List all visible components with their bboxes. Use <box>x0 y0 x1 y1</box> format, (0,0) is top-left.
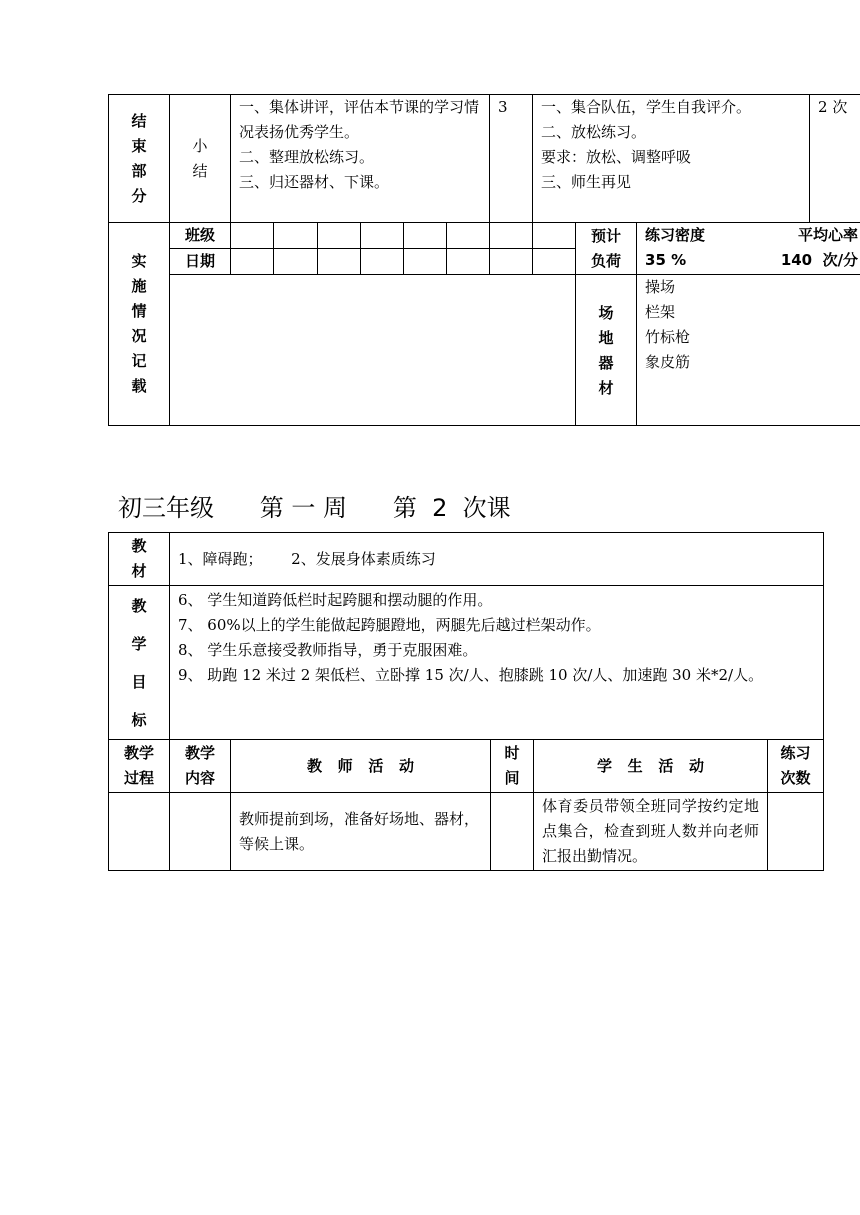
lesson-plan-table-end <box>108 94 860 426</box>
class-cell <box>361 223 404 249</box>
date-cell <box>274 249 318 275</box>
implementation-notes <box>170 275 576 426</box>
label-char: 记 <box>131 352 147 370</box>
lesson-heading <box>118 490 511 526</box>
lesson-plan-table-start <box>108 532 824 871</box>
label-char: 结 <box>192 161 208 180</box>
date-cell <box>447 249 490 275</box>
student-line: 要求：放松、调整呼吸 <box>541 148 692 166</box>
label-char: 场 <box>598 304 614 322</box>
objectives-list <box>170 586 824 740</box>
label-char: 标 <box>131 710 147 729</box>
week-title: 第 一 周 <box>259 494 348 522</box>
header-content <box>170 740 231 793</box>
label-line: 负荷 <box>591 251 622 270</box>
header-teacher-activity: 教 师 活 动 <box>231 740 491 793</box>
label-char: 施 <box>131 277 147 295</box>
class-cell <box>447 223 490 249</box>
teacher-line: 三、归还器材、下课。 <box>239 173 390 191</box>
equipment-item: 栏架 <box>645 303 676 321</box>
date-cell <box>318 249 361 275</box>
label-char: 小 <box>192 136 208 155</box>
class-cell <box>404 223 447 249</box>
class-cell <box>490 223 533 249</box>
load-values <box>637 223 860 275</box>
material-content: 1、障碍跑； 2、发展身体素质练习 <box>170 533 824 586</box>
date-cell <box>533 249 576 275</box>
class-label: 班级 <box>170 223 231 249</box>
time-end: 3 <box>490 95 533 223</box>
lesson-number-title: 第 2 次课 <box>392 494 511 522</box>
label-char: 结 <box>131 111 147 130</box>
material-label <box>109 533 170 586</box>
time-cell <box>491 793 534 871</box>
label-line: 教学 <box>184 744 215 762</box>
objective-item: 8、 学生乐意接受教师指导，勇于克服困难。 <box>178 641 478 659</box>
equipment-item: 竹标枪 <box>645 328 691 346</box>
implementation-label <box>109 223 170 426</box>
date-cell <box>361 249 404 275</box>
student-line: 一、集合队伍，学生自我评介。 <box>541 98 752 116</box>
equipment-item: 象皮筋 <box>645 353 691 371</box>
label-char: 材 <box>131 562 147 580</box>
class-cell <box>231 223 274 249</box>
date-cell <box>231 249 274 275</box>
label-char: 况 <box>131 327 147 345</box>
content-cell <box>170 793 231 871</box>
header-process <box>109 740 170 793</box>
label-char: 情 <box>131 302 147 320</box>
label-line: 次数 <box>780 769 811 787</box>
label-line: 教学 <box>123 744 154 762</box>
density-value: 35 % <box>645 251 687 269</box>
equipment-item: 操场 <box>645 278 676 296</box>
label-char: 地 <box>598 329 614 347</box>
heart-rate-value: 140 次/分 <box>780 251 859 269</box>
process-cell <box>109 793 170 871</box>
date-label: 日期 <box>170 249 231 275</box>
label-line: 间 <box>504 769 520 787</box>
teacher-activity-end <box>231 95 490 223</box>
class-cell <box>274 223 318 249</box>
equipment-list <box>637 275 860 426</box>
student-line: 二、放松练习。 <box>541 123 647 141</box>
label-char: 器 <box>598 354 614 372</box>
label-char: 实 <box>131 252 147 270</box>
label-char: 学 <box>131 634 147 653</box>
grade-title: 初三年级 <box>118 494 214 522</box>
label-char: 材 <box>598 379 614 397</box>
label-char: 束 <box>131 136 147 155</box>
label-line: 预计 <box>591 226 622 245</box>
label-char: 教 <box>131 537 147 555</box>
teacher-activity-start: 教师提前到场，准备好场地、器材，等候上课。 <box>231 793 491 871</box>
count-cell <box>768 793 824 871</box>
label-line: 过程 <box>123 769 154 787</box>
label-line: 练习 <box>780 744 811 762</box>
date-cell <box>490 249 533 275</box>
date-cell <box>404 249 447 275</box>
objective-item: 6、 学生知道跨低栏时起跨腿和摆动腿的作用。 <box>178 591 493 609</box>
student-activity-end <box>533 95 810 223</box>
label-char: 部 <box>131 161 147 180</box>
section-end-label <box>109 95 170 223</box>
class-cell <box>533 223 576 249</box>
summary-content-label <box>170 95 231 223</box>
header-student-activity: 学 生 活 动 <box>534 740 768 793</box>
label-line: 内容 <box>184 769 215 787</box>
header-time <box>491 740 534 793</box>
student-activity-start: 体育委员带领全班同学按约定地点集合，检查到班人数并向老师汇报出勤情况。 <box>534 793 768 871</box>
label-char: 目 <box>131 672 147 691</box>
practice-count-end: 2 次 <box>810 95 860 223</box>
objectives-label <box>109 586 170 740</box>
class-cell <box>318 223 361 249</box>
heart-rate-label: 平均心率 <box>798 226 859 244</box>
venue-equipment-label <box>576 275 637 426</box>
student-line: 三、师生再见 <box>541 173 632 191</box>
teacher-line: 一、集体讲评，评估本节课的学习情况表扬优秀学生。 <box>239 98 480 141</box>
objective-item: 9、 助跑 12 米过 2 架低栏、立卧撑 15 次/人、抱膝跳 10 次/人、加速跑 30 米*2/人。 <box>178 666 764 684</box>
header-practice-count <box>768 740 824 793</box>
expected-load-label <box>576 223 637 275</box>
label-char: 载 <box>131 377 147 395</box>
teacher-line: 二、整理放松练习。 <box>239 148 375 166</box>
objective-item: 7、 60%以上的学生能做起跨腿蹬地，两腿先后越过栏架动作。 <box>178 616 601 634</box>
label-char: 教 <box>131 596 147 615</box>
label-char: 分 <box>131 186 147 205</box>
density-label: 练习密度 <box>645 226 706 244</box>
label-line: 时 <box>504 744 520 762</box>
